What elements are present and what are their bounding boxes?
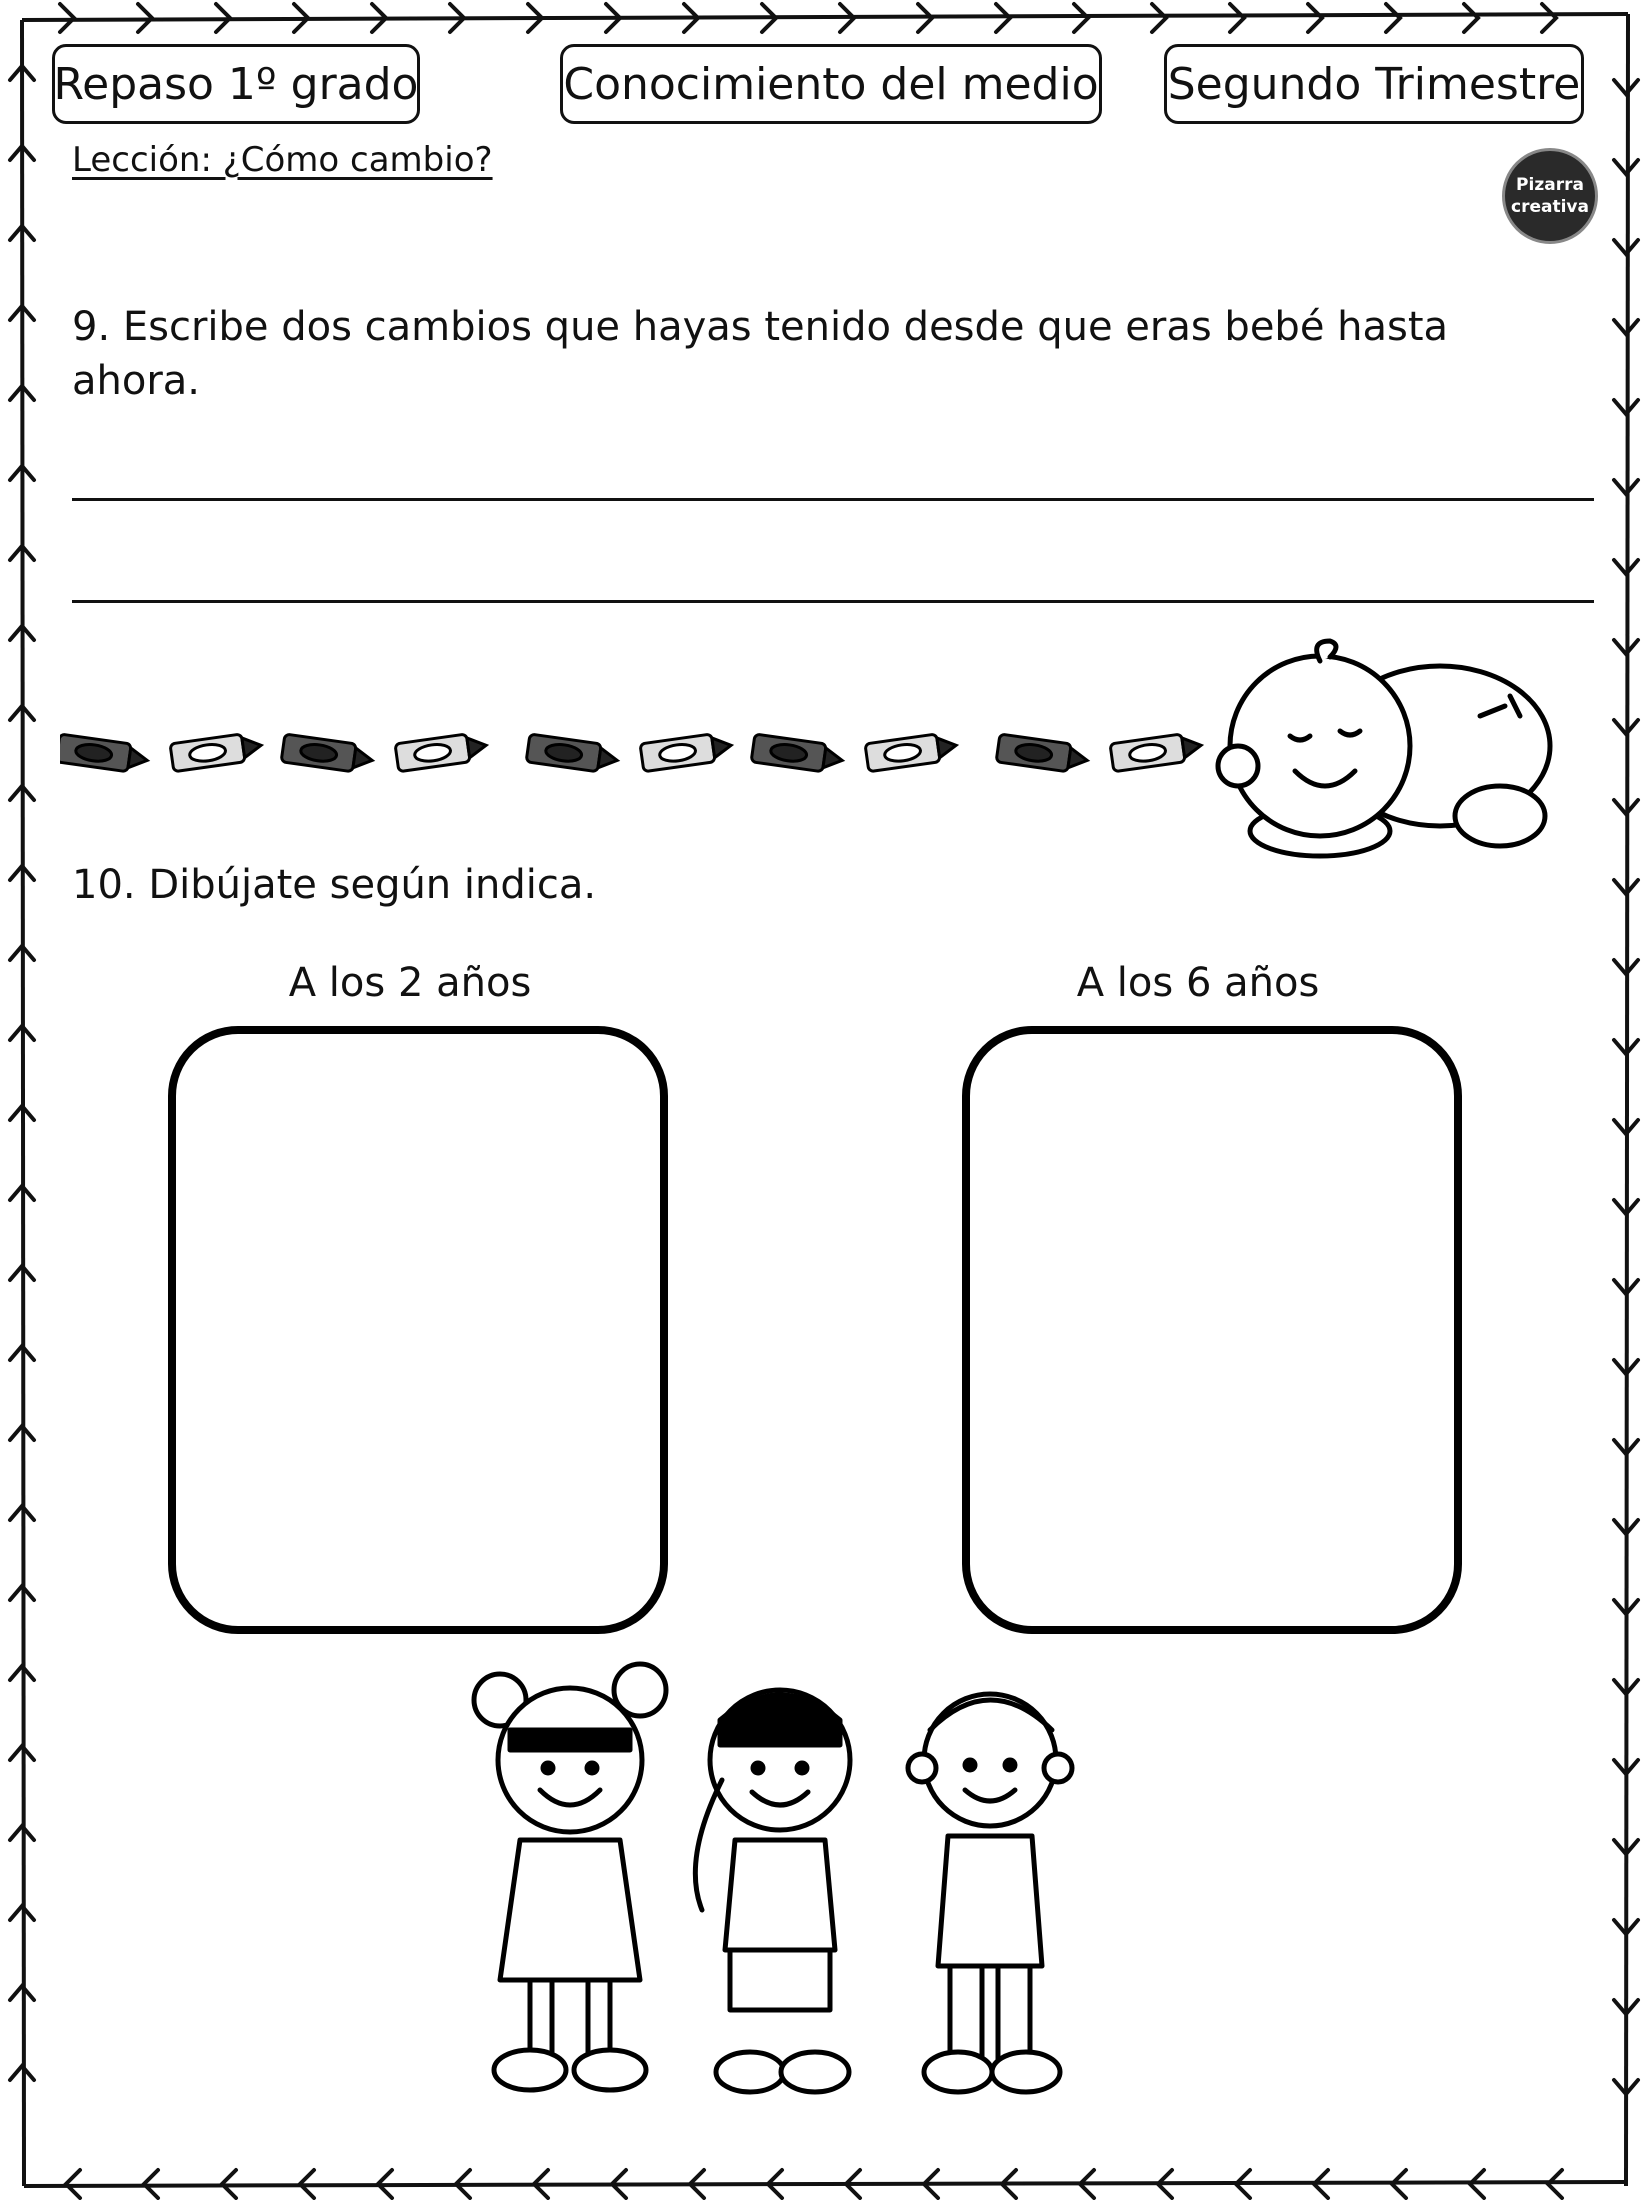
question-9: 9. Escribe dos cambios que hayas tenido desde que eras bebé hasta ahora. (72, 304, 1449, 404)
logo-line-2: creativa (1511, 197, 1589, 217)
subject-box (560, 44, 1102, 124)
grade-label: Repaso 1º grado (53, 58, 419, 110)
answer-line-2[interactable] (72, 600, 1594, 603)
pizarra-creativa-logo (1502, 148, 1598, 244)
drawing-box-age-6[interactable] (962, 1026, 1462, 1634)
lesson-title: Lección: ¿Cómo cambio? (72, 140, 493, 180)
question-10: 10. Dibújate según indica. (72, 862, 597, 908)
caption-age-2: A los 2 años (288, 960, 532, 1006)
drawing-box-age-2[interactable] (168, 1026, 668, 1634)
answer-line-1[interactable] (72, 498, 1594, 501)
subject-label: Conocimiento del medio (563, 58, 1099, 110)
grade-box (52, 44, 420, 124)
logo-line-1: Pizarra (1516, 175, 1584, 195)
sleeping-baby-icon (1210, 636, 1570, 866)
term-box (1164, 44, 1584, 124)
crayon-row-icon (60, 726, 1220, 786)
three-children-icon (460, 1660, 1100, 2110)
term-label: Segundo Trimestre (1167, 58, 1581, 110)
caption-age-6: A los 6 años (1076, 960, 1320, 1006)
